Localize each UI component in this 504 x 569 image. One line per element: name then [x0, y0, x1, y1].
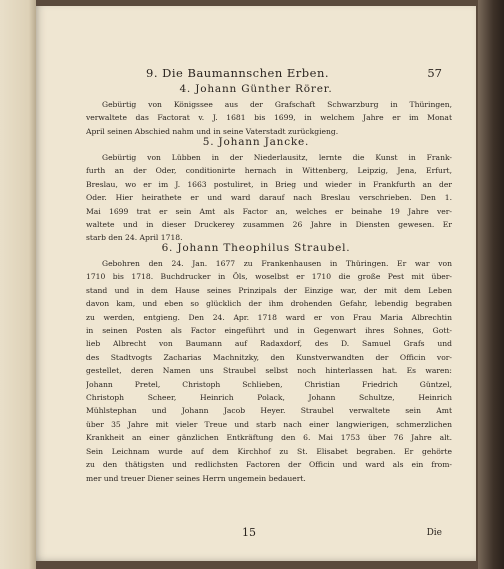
- text-line: gestellet, deren Namen uns Straubel selbst noch hinterlassen hat. Es waren:: [86, 366, 452, 376]
- catchword: Die: [426, 528, 442, 538]
- page-number: 57: [427, 66, 442, 80]
- text-line: mer und treuer Diener seines Herrn ungemein bedauert.: [86, 473, 306, 483]
- page-header: [146, 66, 442, 80]
- text-line: über 35 Jahre mit vieler Treue und starb nach einer langwierigen, schmerzlichen: [86, 419, 452, 429]
- text-line: Krankheit an einer gänzlichen Entkräftung den 6. Mai 1753 über 76 Jahre alt.: [86, 433, 452, 443]
- text-line: waltete und in dieser Druckerey zusammen 26 Jahre in Diensten gewesen. Er: [86, 220, 452, 230]
- text-line: lieb Albrecht von Baumann auf Radaxdorf, des D. Samuel Grafs und: [86, 339, 452, 349]
- text-line: Sein Leichnam wurde auf dem Kirchhof zu St. Elisabet begraben. Er gehörte: [86, 446, 452, 456]
- running-head: 9. Die Baumannschen Erben.: [146, 66, 330, 80]
- text-line: in seinen Posten als Factor eingeführt und in Gegenwart ihres Sohnes, Gott-: [86, 326, 452, 336]
- text-line: Johann Pretel, Christoph Schlieben, Christian Friedrich Güntzel,: [86, 379, 452, 389]
- text-line: Mai 1699 trat er sein Amt als Factor an, welches er beinahe 19 Jahre ver-: [86, 206, 452, 216]
- book-page: [36, 6, 476, 561]
- text-line: Mühlstephan und Johann Jacob Heyer. Straubel verwaltete sein Amt: [86, 406, 452, 416]
- text-line: April seinen Abschied nahm und in seine Vaterstadt zurückgieng.: [86, 126, 339, 136]
- section-body: [86, 98, 452, 138]
- text-line: davon kam, und eben so glücklich der ihm drohenden Gefahr, lebendig begraben: [86, 299, 452, 309]
- section-heading: 4. Johann Günther Rörer.: [179, 83, 333, 95]
- text-line: stand und in dem Hause seines Prinzipals der Einzige war, der mit dem Leben: [86, 285, 452, 295]
- text-line: zu werden, entgieng. Den 24. Apr. 1718 ward er von Frau Maria Albrechtin: [86, 312, 452, 322]
- text-line: Oder. Hier heirathete er und ward darauf nach Breslau verschrieben. Den 1.: [86, 193, 452, 203]
- text-line: zu den thätigsten und redlichsten Factoren der Officin und ward als ein from-: [86, 460, 452, 470]
- book-binding-edge: [478, 0, 504, 569]
- text-line: Christoph Scheer, Heinrich Polack, Johann Schultze, Heinrich: [86, 393, 452, 403]
- text-line: Gebürtig von Lübben in der Niederlausitz, lernte die Kunst in Frank-: [102, 153, 452, 162]
- section-body: [86, 151, 452, 245]
- text-line: Gebohren den 24. Jan. 1677 zu Frankenhausen in Thüringen. Er war von: [102, 259, 452, 268]
- section-body: [86, 257, 452, 485]
- text-line: furth an der Oder, conditionirte hernach in Wittenberg, Leipzig, Jena, Erfurt,: [86, 166, 452, 176]
- signature-mark: 15: [242, 526, 256, 539]
- section-heading: 5. Johann Jancke.: [202, 136, 310, 148]
- text-line: starb den 24. April 1718.: [86, 233, 183, 243]
- text-line: verwaltete das Factorat v. J. 1681 bis 1699, in welchem Jahre er im Monat: [86, 113, 452, 123]
- section-heading: 6. Johann Theophilus Straubel.: [161, 242, 351, 254]
- text-line: Breslau, wo er im J. 1663 postuliret, in Brieg und wieder in Frankfurth an der: [86, 179, 452, 189]
- facing-page-edge: [0, 0, 36, 569]
- text-line: Gebürtig von Königssee aus der Grafschaft Schwarzburg in Thüringen,: [102, 100, 452, 109]
- text-line: des Stadtvogts Zacharias Machnitzky, den Kunstverwandten der Officin vor-: [86, 352, 452, 362]
- text-line: 1710 bis 1718. Buchdrucker in Öls, woselbst er 1710 die große Pest mit über-: [86, 272, 452, 282]
